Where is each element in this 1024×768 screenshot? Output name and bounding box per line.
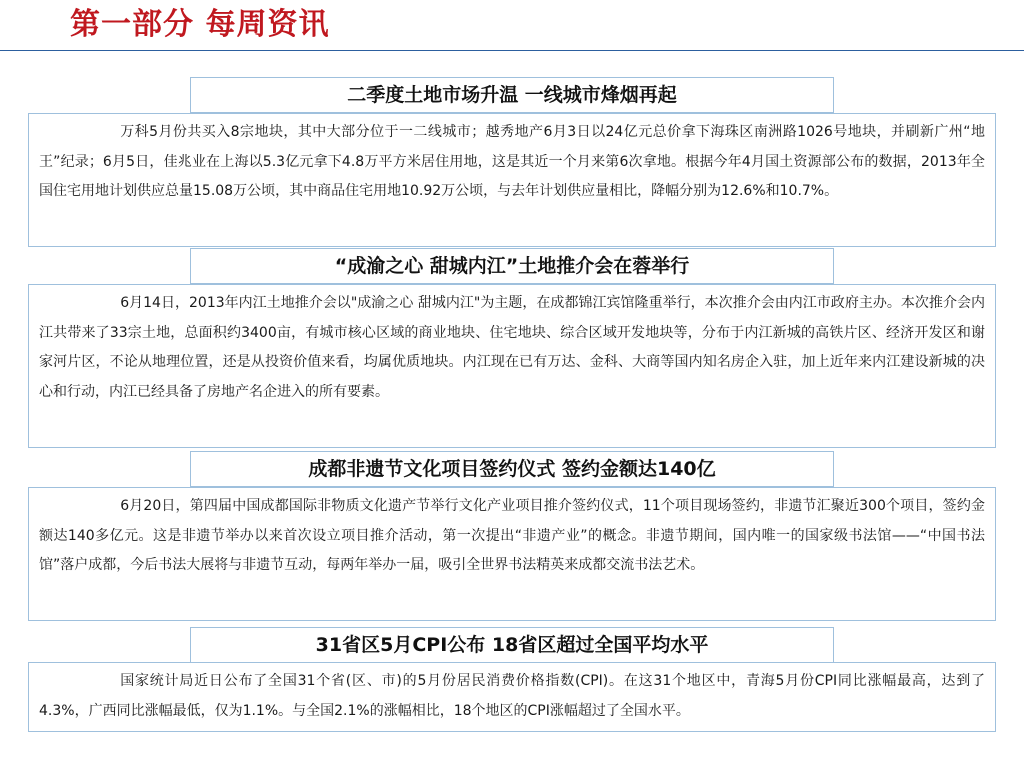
title-divider — [0, 50, 1024, 51]
article-2-headline: “成渝之心 甜城内江”土地推介会在蓉举行 — [190, 248, 834, 284]
article-4-body: 国家统计局近日公布了全国31个省(区、市)的5月份居民消费价格指数(CPI)。在这31个地区中，青海5月份CPI同比涨幅最高，达到了4.3%，广西同比涨幅最低，仅为1.1%。与全国2.1%的涨幅相比，18个地区的CPI涨幅超过了全国水平。 — [28, 662, 996, 732]
page-title: 第一部分 每周资讯 — [70, 7, 330, 42]
article-3-body: 6月20日，第四届中国成都国际非物质文化遗产节举行文化产业项目推介签约仪式，11个项目现场签约，非遗节汇聚近300个项目，签约金额达140多亿元。这是非遗节举办以来首次设立项目推介活动，第一次提出“非遗产业”的概念。非遗节期间，国内唯一的国家级书法馆——“中国书法馆”落户成都，今后书法大展将与非遗节互动，每两年举办一届，吸引全世界书法精英来成都交流书法艺术。 — [28, 487, 996, 621]
article-1-headline: 二季度土地市场升温 一线城市烽烟再起 — [190, 77, 834, 113]
article-1-body: 万科5月份共买入8宗地块，其中大部分位于一二线城市；越秀地产6月3日以24亿元总价拿下海珠区南洲路1026号地块，并刷新广州“地王”纪录；6月5日，佳兆业在上海以5.3亿元拿下4.8万平方米居住用地，这是其近一个月来第6次拿地。根据今年4月国土资源部公布的数据，2013年全国住宅用地计划供应总量15.08万公顷，其中商品住宅用地10.92万公顷，与去年计划供应量相比，降幅分别为12.6%和10.7%。 — [28, 113, 996, 247]
article-4-headline: 31省区5月CPI公布 18省区超过全国平均水平 — [190, 627, 834, 663]
article-2-body: 6月14日，2013年内江土地推介会以"成渝之心 甜城内江"为主题，在成都锦江宾馆隆重举行，本次推介会由内江市政府主办。本次推介会内江共带来了33宗土地，总面积约3400亩，有城市核心区域的商业地块、住宅地块、综合区域开发地块等，分布于内江新城的高铁片区、经济开发区和谢家河片区，不论从地理位置，还是从投资价值来看，均属优质地块。内江现在已有万达、金科、大商等国内知名房企入驻，加上近年来内江建设新城的决心和行动，内江已经具备了房地产名企进入的所有要素。 — [28, 284, 996, 448]
article-3-headline: 成都非遗节文化项目签约仪式 签约金额达140亿 — [190, 451, 834, 487]
